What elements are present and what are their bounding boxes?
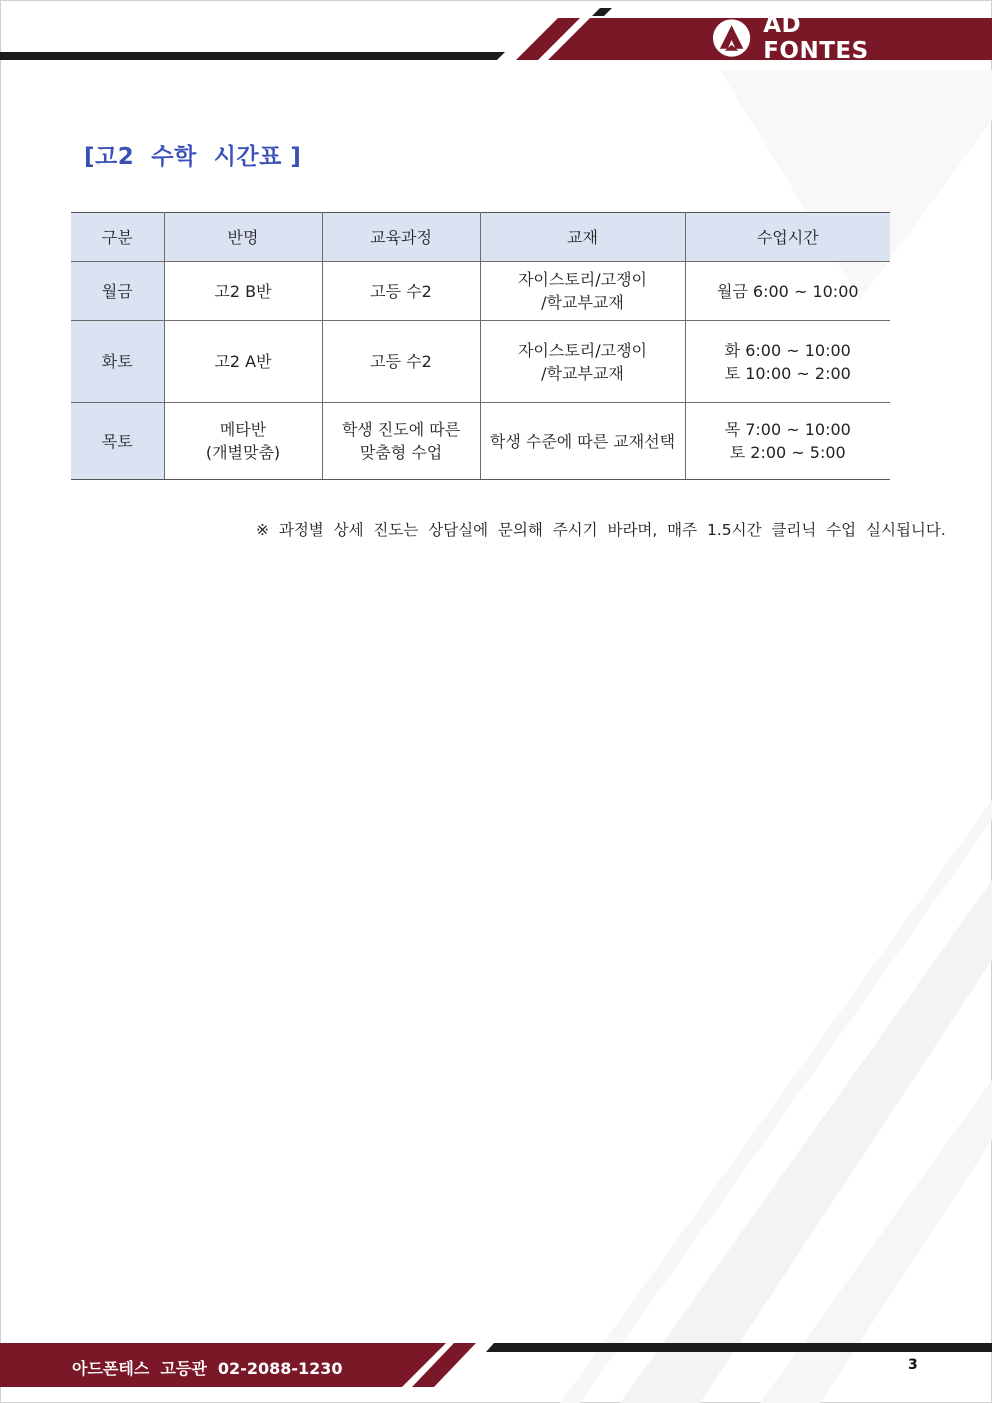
curriculum-line: 맞춤형 수업 xyxy=(359,443,443,462)
column-header-division: 구분 xyxy=(71,213,164,262)
column-header-textbook: 교재 xyxy=(480,213,685,262)
row-day: 목토 xyxy=(71,403,164,480)
column-header-time: 수업시간 xyxy=(685,213,890,262)
page-number: 3 xyxy=(908,1357,918,1373)
textbook-cell xyxy=(480,403,685,480)
table-row xyxy=(71,321,890,403)
brand-logo xyxy=(712,12,912,64)
column-header-class: 반명 xyxy=(164,213,322,262)
textbook-cell xyxy=(480,321,685,403)
time-line: 목 7:00 ~ 10:00 xyxy=(724,420,851,439)
row-day: 월금 xyxy=(71,262,164,321)
time-line: 화 6:00 ~ 10:00 xyxy=(724,340,851,360)
time-cell xyxy=(685,262,890,321)
curriculum-line: 고등 수2 xyxy=(370,281,432,301)
footnote: ※ 과정별 상세 진도는 상담실에 문의해 주시기 바라며, 매주 1.5시간 클리닉 수업 실시됩니다. xyxy=(256,521,946,539)
time-line: 토 10:00 ~ 2:00 xyxy=(724,363,851,383)
class-cell xyxy=(164,403,322,480)
time-line: 토 2:00 ~ 5:00 xyxy=(729,443,846,462)
curriculum-line: 학생 진도에 따른 xyxy=(341,420,461,439)
textbook-line: 자이스토리/고쟁이 xyxy=(517,270,648,289)
curriculum-cell xyxy=(322,403,480,480)
curriculum-cell xyxy=(322,321,480,403)
textbook-line: 자이스토리/고쟁이 xyxy=(517,340,648,360)
table-row xyxy=(71,262,890,321)
schedule-table xyxy=(71,212,890,480)
curriculum-line: 고등 수2 xyxy=(370,352,432,371)
textbook-line: /학교부교재 xyxy=(541,293,624,312)
textbook-line: /학교부교재 xyxy=(541,363,624,383)
page-title: [고2 수학 시간표 ] xyxy=(84,144,302,170)
row-day: 화토 xyxy=(71,321,164,403)
class-line: 고2 B반 xyxy=(214,281,272,301)
class-line: (개별맞춤) xyxy=(205,443,281,462)
class-cell xyxy=(164,262,322,321)
table-header-row xyxy=(71,213,890,262)
time-line: 월금 6:00 ~ 10:00 xyxy=(716,281,859,301)
textbook-cell xyxy=(480,262,685,321)
class-cell xyxy=(164,321,322,403)
footer-contact: 아드폰테스 고등관 02-2088-1230 xyxy=(72,1359,343,1378)
logo-text: AD FONTES xyxy=(763,12,869,64)
column-header-curriculum: 교육과정 xyxy=(322,213,480,262)
time-cell xyxy=(685,321,890,403)
class-line: 메타반 xyxy=(219,420,267,439)
textbook-line: 학생 수준에 따른 교재선택 xyxy=(489,431,676,451)
table-row xyxy=(71,403,890,480)
logo-mark-icon xyxy=(712,18,751,58)
curriculum-cell xyxy=(322,262,480,321)
class-line: 고2 A반 xyxy=(214,352,272,371)
time-cell xyxy=(685,403,890,480)
